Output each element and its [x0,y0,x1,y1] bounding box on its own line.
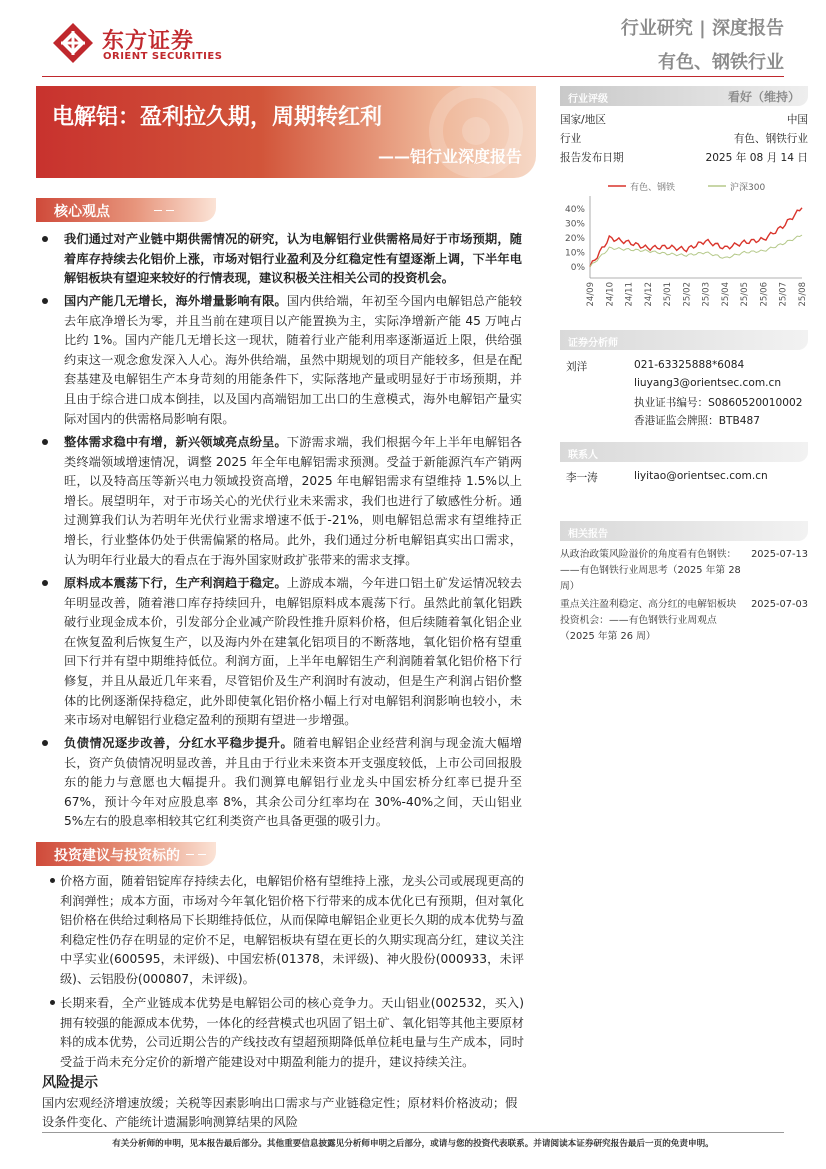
x-tick-label: 25/03 [701,282,712,307]
related-bar [560,521,808,541]
logo-text-cn: 东方证券 [102,29,195,54]
core-point [42,574,522,731]
report-industry: 有色、钢铁行业 [658,52,784,73]
report-meta [621,14,784,74]
section-header-invest [36,842,216,866]
info-key: 行业 [560,133,582,145]
info-row [560,150,808,164]
logo-text-en: ORIENT SECURITIES [103,51,223,62]
bullet-icon [42,580,48,586]
footer-disclaimer: 有关分析师的申明，见本报告最后部分。其他重要信息披露见分析师申明之后部分，或请与您的投资代表联系。并请阅读本证券研究报告最后一页的免责申明。 [112,1139,714,1149]
bullet-icon [42,236,48,242]
related-report[interactable] [560,547,808,595]
analyst-bar [560,330,808,350]
core-point-bold: 整体需求稳中有增，新兴领域亮点纷呈。 [64,435,287,449]
core-point-bold: 我们通过对产业链中期供需情况的研究，认为电解铝行业供需格局好于市场预期，随着库存持续去化铝价上涨，市场对铝行业盈利及分红稳定性有望逐渐上调，下半年电解铝板块有望迎来较好的行情表现，建议积极关注相关公司的投资机会。 [64,232,522,286]
section-title: 投资建议与投资标的 [54,848,180,864]
header-divider [42,76,784,77]
x-tick-label: 24/09 [586,282,596,307]
related-title: 周） [560,581,580,592]
y-tick-label: 10% [564,248,585,259]
report-type: 行业研究 | 深度报告 [620,18,784,39]
y-tick-label: 20% [564,234,585,244]
section-title: 核心观点 [54,204,110,220]
index-performance-chart [556,172,812,320]
related-title: ——有色钢铁行业周思考（2025 年第 28 [560,565,741,576]
related-bar-label: 相关报告 [568,529,608,540]
related-report[interactable] [560,597,808,645]
y-tick-label: 0% [570,262,585,273]
info-row [560,112,808,126]
info-key: 报告发布日期 [560,152,624,164]
core-point-text: 国内供给端，年初至今国内电解铝总产能较去年底净增长为零，并且当前在建项目以产能置换为主，实际净增新产能 45 万吨占比约 1%。国内产能几无增长这一现状，随着行业产能利用率逐渐逼近上限，供给强约束这一观念愈发深入人心。海外供给端，虽然中期规划的项目产能较多，但是在配套基建及电解铝生产本身苛刻的用能条件下，实际落地产量或明显好于市场预期，并且由于综合进口成本倒挂，以及国内高端铝加工出口的生意模式，海外电解铝产量实际对国内的供需格局影响有限。 [64,294,522,426]
related-title: 投资机会：——有色钢铁行业周观点 [560,615,717,626]
info-value: 2025 年 08 月 14 日 [705,152,808,164]
core-point [42,433,522,570]
x-tick-label: 25/08 [798,282,808,307]
report-title: 电解铝：盈利拉久期，周期转红利 [52,105,383,130]
bullet-icon [42,439,48,445]
analyst-name: 刘洋 [566,361,588,373]
core-point-text: 上游成本端，今年进口铝土矿发运情况较去年明显改善，随着港口库存持续回升，电解铝原料成本震荡下行。虽然此前氧化铝跌破行业现金成本价，引发部分企业减产阶段性推升原料价格，但后续随着氧化铝企业在恢复盈利后恢复生产，以及海内外在建氧化铝项目的不断落地，氧化铝价格有望重回下行并有望中期维持低位。利润方面，上半年电解铝生产利润随着氧化铝价格下行修复，并且从最近几年来看，尽管铝价及生产利润时有波动，但是生产利润占铝价整体的比例逐渐保持稳定，此外即使氧化铝价格小幅上行对电解铝利润影响也较小，未来市场对电解铝行业稳定盈利的预期有望进一步增强。 [64,576,522,728]
section-header-core [36,198,216,222]
x-tick-label: 24/11 [624,282,635,307]
x-tick-label: 25/07 [778,282,789,307]
contact-name: 李一涛 [566,472,598,484]
series-line [590,208,802,267]
series-line [590,235,802,267]
core-point [42,734,522,832]
x-tick-label: 25/04 [720,282,731,307]
company-logo [52,22,232,64]
analyst-cert: 执业证书编号：S0860520010002 [634,397,803,409]
x-tick-label: 24/10 [605,282,616,307]
x-tick-label: 25/06 [759,282,770,307]
invest-point-text: 价格方面，随着铝锭库存持续去化，电解铝价格有望维持上涨，龙头公司或展现更高的利润弹性；成本方面，市场对今年氧化铝价格下行带来的成本优化已有预期，但对氧化铝价格在供给过剩格局下长期维持低位，从而保障电解铝企业更长久期的成本优势与盈利稳定性仍存在明显的定价不足，电解铝板块有望在更长的久期实现高分红，建议关注中孚实业(600595，未评级)、中国宏桥(01378，未评级)、神火股份(000933，未评级)、云铝股份(000807，未评级)。 [60,874,524,986]
analyst-email[interactable]: liuyang3@orientsec.com.cn [634,377,782,389]
rating-label: 行业评级 [568,94,608,105]
core-point-bold: 原料成本震荡下行，生产利润趋于稳定。 [64,576,287,590]
report-subtitle: ——铝行业深度报告 [377,147,522,166]
info-value: 有色、钢铁行业 [733,133,808,145]
analyst-bar-label: 证券分析师 [568,338,618,349]
x-tick-label: 25/05 [740,282,751,307]
rating-bar [560,86,808,106]
info-row [560,131,808,145]
core-point [42,230,522,289]
analyst-hk-license: 香港证监会牌照：BTB487 [634,415,760,427]
contact-bar-label: 联系人 [568,450,598,461]
contact-email[interactable]: liyitao@orientsec.com.cn [634,470,768,482]
y-tick-label: 30% [564,219,585,230]
risk-title: 风险提示 [42,1075,98,1091]
bullet-icon [42,298,48,304]
related-title: （2025 年第 26 周） [560,631,656,642]
invest-point [50,994,524,1072]
risk-text: 国内宏观经济增速放缓；关税等因素影响出口需求与产业链稳定性；原材料价格波动；假设条件变化、产能统计遗漏影响测算结果的风险 [42,1096,518,1129]
contact-bar [560,442,808,462]
info-key: 国家/地区 [560,114,606,126]
analyst-phone: 021-63325888*6084 [634,359,745,371]
footer-divider [42,1132,784,1133]
related-title: 重点关注盈利稳定、高分红的电解铝板块 [560,599,737,610]
core-point-bold: 负债情况逐步改善，分红水平稳步提升。 [64,736,294,750]
x-tick-label: 24/12 [643,282,654,307]
bullet-icon [42,740,48,746]
related-date: 2025-07-13 [751,549,808,560]
related-title: 从政治政策风险溢价的角度看有色钢铁： [560,549,737,560]
bullet-icon [50,1000,55,1005]
core-point-text: 下游需求端，我们根据今年上半年电解铝各类终端领域增速情况，调整 2025 年全年电解铝需求预测。受益于新能源汽车产销两旺，以及特高压等新兴电力领域投资高增，2025 年电解铝需求有望维持 1.5%以上增长。展望明年，对于市场关心的光伏行业未来需求，我们也进行了敏感性分析。通过测算我们认为若明年光伏行业需求增速不低于-21%，则电解铝总需求有望维持正增长，行业整体仍处于供需偏紧的格局。此外，我们通过分析电解铝真实出口需求，认为明年行业最大的看点在于海外国家财政扩张带来的需求支撑。 [64,435,522,567]
legend-label: 沪深300 [730,183,766,193]
invest-point [50,872,524,990]
core-point-text: 随着电解铝企业经营利润与现金流大幅增长，资产负债情况明显改善，并且由于行业未来资本开支强度较低，上市公司回报股东的能力与意愿也大幅提升。我们测算电解铝行业龙头中国宏桥分红率已提升至 67%，预计今年对应股息率 8%，其余公司分红率均在 30%-40%之间，天山铝业 5%左右的股息率相较其它红利类资产也具备更强的吸引力。 [64,736,523,829]
core-point-bold: 国内产能几无增长，海外增量影响有限。 [64,294,287,308]
bullet-icon [50,878,55,883]
rating-value: 看好（维持） [727,90,800,104]
x-tick-label: 25/02 [682,282,693,307]
core-point [42,292,522,429]
title-banner [36,86,536,178]
legend-label: 有色、钢铁 [630,183,676,193]
info-value: 中国 [786,114,808,126]
orient-logo-icon [52,22,94,64]
related-date: 2025-07-03 [751,599,808,610]
x-tick-label: 25/01 [663,282,674,307]
y-tick-label: 40% [564,205,585,216]
invest-point-text: 长期来看，全产业链成本优势是电解铝公司的核心竞争力。天山铝业(002532，买入)拥有较强的能源成本优势，一体化的经营模式也巩固了铝土矿、氧化铝等其他主要原材料的成本优势，公司近期公告的产线技改有望超预期降低单位耗电量与生产成本，同时受益于尚未充分定价的新增产能建设对中期盈利能力的提升，建议持续关注。 [60,996,524,1069]
